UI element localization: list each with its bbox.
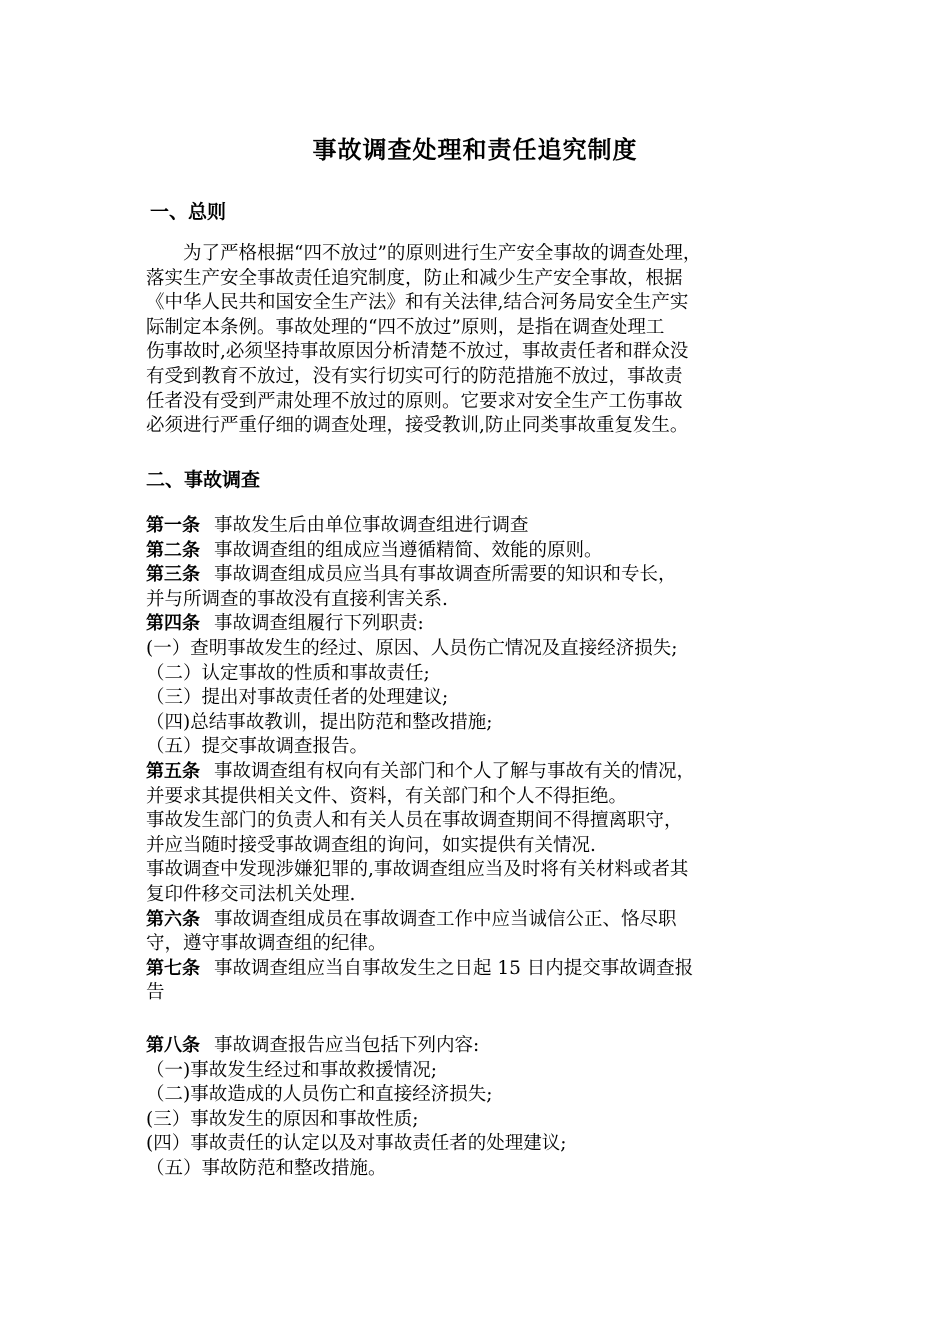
section-heading-general: 一、总则 [150, 201, 227, 223]
article-8 [146, 1034, 818, 1059]
article-3-continuation: 并与所调查的事故没有直接利害关系. [146, 588, 448, 610]
list-item: （五）事故防范和整改措施。 [146, 1157, 387, 1179]
paragraph-line: 落实生产安全事故责任追究制度，防止和减少生产安全事故，根据 [146, 267, 683, 289]
paragraph-line: 际制定本条例。事故处理的“四不放过”原则，是指在调查处理工 [146, 316, 665, 338]
general-paragraph [146, 242, 818, 439]
article-8-block [146, 1034, 818, 1182]
list-item: (一）查明事故发生的经过、原因、人员伤亡情况及直接经济损失; [146, 637, 678, 659]
article-label: 第三条 [146, 564, 200, 586]
article-3 [146, 563, 818, 588]
paragraph-line: 任者没有受到严肃处理不放过的原则。它要求对安全生产工伤事故 [146, 390, 683, 412]
list-item: （一)事故发生经过和事故救援情况; [146, 1059, 437, 1081]
investigation-articles [146, 514, 818, 1006]
article-text: 事故发生后由单位事故调查组进行调查 [214, 515, 529, 536]
paragraph-line: 必须进行严重仔细的调查处理，接受教训,防止同类事故重复发生。 [146, 415, 689, 437]
article-label: 第八条 [146, 1035, 200, 1056]
paragraph-line: 为了严格根据“四不放过”的原则进行生产安全事故的调查处理， [146, 243, 702, 264]
article-text: 事故调查组成员应当具有事故调查所需要的知识和专长， [214, 564, 677, 586]
article-text: 事故调查组的组成应当遵循精简、效能的原则。 [214, 539, 603, 561]
paragraph-line: 有受到教育不放过，没有实行切实可行的防范措施不放过，事故责 [146, 365, 683, 387]
article-6-continuation: 守，遵守事故调查组的纪律。 [146, 933, 387, 955]
article-2 [146, 539, 818, 564]
paragraph-line: 《中华人民共和国安全生产法》和有关法律,结合河务局安全生产实 [146, 292, 689, 314]
list-item: (四）事故责任的认定以及对事故责任者的处理建议; [146, 1133, 567, 1155]
article-6 [146, 908, 818, 933]
article-1 [146, 514, 818, 539]
article-label: 第六条 [146, 908, 200, 930]
article-label: 第七条 [146, 957, 200, 979]
article-7-continuation: 告 [146, 982, 165, 1004]
list-item: （四)总结事故教训，提出防范和整改措施; [146, 711, 493, 733]
article-label: 第一条 [146, 515, 200, 536]
article-5 [146, 760, 818, 785]
article-text: 事故调查组应当自事故发生之日起 15 日内提交事故调查报 [214, 957, 694, 979]
list-item: （二)事故造成的人员伤亡和直接经济损失; [146, 1084, 493, 1106]
article-5-continuation: 并要求其提供相关文件、资料，有关部门和个人不得拒绝。 [146, 785, 628, 807]
document-title: 事故调查处理和责任追究制度 [312, 136, 638, 164]
list-item: （二）认定事故的性质和事故责任; [146, 662, 430, 684]
paragraph-line: 事故发生部门的负责人和有关人员在事故调查期间不得擅离职守， [146, 810, 683, 832]
article-label: 第四条 [146, 613, 200, 635]
article-label: 第五条 [146, 760, 200, 782]
paragraph-line: 并应当随时接受事故调查组的询问，如实提供有关情况. [146, 834, 596, 856]
article-text: 事故调查组成员在事故调查工作中应当诚信公正、恪尽职 [214, 908, 677, 930]
article-text: 事故调查组履行下列职责: [214, 613, 424, 635]
article-text: 事故调查组有权向有关部门和个人了解与事故有关的情况， [214, 760, 696, 782]
article-label: 第二条 [146, 539, 200, 561]
article-7 [146, 957, 818, 982]
list-item: （三）提出对事故责任者的处理建议; [146, 687, 449, 709]
paragraph-line: 伤事故时,必须坚持事故原因分析清楚不放过，事故责任者和群众没 [146, 341, 689, 363]
list-item: （五）提交事故调查报告。 [146, 736, 369, 758]
paragraph-line: 复印件移交司法机关处理. [146, 883, 356, 905]
article-text: 事故调查报告应当包括下列内容: [214, 1035, 480, 1056]
section-heading-investigation: 二、事故调查 [146, 469, 261, 491]
paragraph-line: 事故调查中发现涉嫌犯罪的,事故调查组应当及时将有关材料或者其 [146, 859, 689, 881]
article-4 [146, 612, 818, 637]
list-item: (三）事故发生的原因和事故性质; [146, 1108, 419, 1130]
